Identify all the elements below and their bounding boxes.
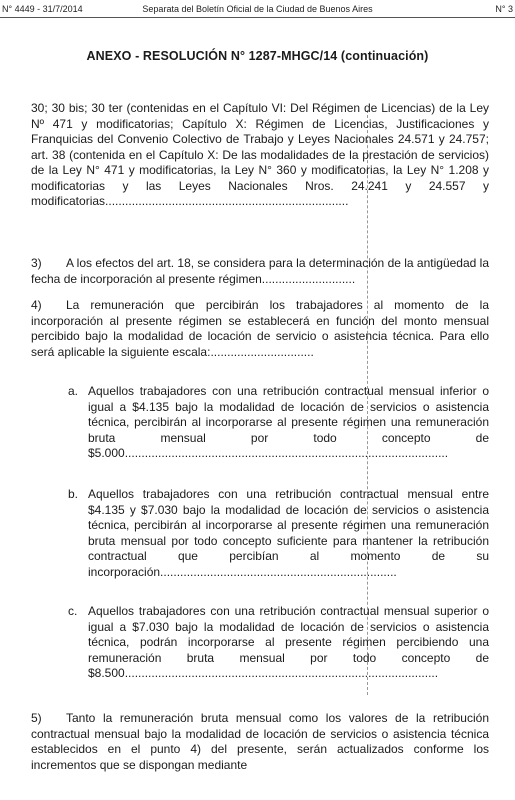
scale-item-c-text: Aquellos trabajadores con una retribución contractual mensual superior o igual a $7.030 bajo la modalidad de locación de servicios o asistencia técnica, podrán incorporarse al presente régimen percibiendo una remuneración bruta mensual por todo concepto de $8.500.............................................................................................. bbox=[88, 604, 489, 680]
annex-title: ANEXO - RESOLUCIÓN N° 1287-MHGC/14 (continuación) bbox=[86, 49, 429, 63]
scale-item-a bbox=[68, 384, 489, 462]
item-label-b: b. bbox=[68, 487, 79, 501]
paragraph-4 bbox=[31, 298, 489, 360]
scale-item-b-text: Aquellos trabajadores con una retribución contractual mensual entre $4.135 y $7.030 bajo la modalidad de locación de servicios o asistencia técnica, percibirán al incorporarse al presente régimen una remuneración bruta mensual por todo concepto suficiente para mantener la retribución contractual que percibían al momento de su incorporación....................................................................... bbox=[88, 487, 489, 579]
publication-name: Separata del Boletín Oficial de la Ciudad de Buenos Aires bbox=[142, 4, 373, 14]
page-header bbox=[0, 3, 515, 18]
issue-number-date: N° 4449 - 31/7/2014 bbox=[2, 4, 83, 14]
paragraph-3 bbox=[31, 256, 489, 287]
item-label-c: c. bbox=[68, 604, 78, 618]
item-number-4: 4) bbox=[31, 298, 42, 312]
scale-item-c bbox=[68, 604, 489, 682]
item-number-5: 5) bbox=[31, 711, 42, 725]
paragraph-5 bbox=[31, 711, 489, 773]
page-number: N° 3 bbox=[495, 4, 513, 14]
paragraph-5-text: Tanto la remuneración bruta mensual como los valores de la retribución contractual mensual bajo la modalidad de locación de servicios o asistencia técnica establecidos en el punto 4) del presente, serán actualizados conforme los incrementos que se dispongan mediante bbox=[31, 711, 489, 772]
item-label-a: a. bbox=[68, 384, 79, 398]
scale-item-b bbox=[68, 487, 489, 580]
item-number-3: 3) bbox=[31, 256, 42, 270]
paragraph-3-text: A los efectos del art. 18, se considera para la determinación de la antigüedad la fecha de incorporación al presente régimen............................ bbox=[31, 256, 489, 286]
scale-item-a-text: Aquellos trabajadores con una retribución contractual mensual inferior o igual a $4.135 bajo la modalidad de locación de servicios o asistencia técnica, percibirán al incorporarse al presente régimen una remuneración bruta mensual por todo concepto de $5.000................................................................................................. bbox=[88, 384, 489, 460]
paragraph-3-continuation: 30; 30 bis; 30 ter (contenidas en el Capítulo VI: Del Régimen de Licencias) de la Ley Nº 471 y modificatorias; Capítulo X: Régimen de Licencias, Justificaciones y Franquicias del Convenio Colectivo de Trabajo y Leyes Nacionales 24.571 y 24.757; art. 38 (contenida en el Capítulo X: De las modalidades de la prestación de servicios) de la Ley N° 471 y modificatorias, la Ley N° 360 y modificatorias, la Ley N° 1.208 y modificatorias y las Leyes Nacionales Nros. 24.241 y 24.557 y modificatorias......................................................................... bbox=[31, 101, 489, 208]
paragraph-4-text: La remuneración que percibirán los trabajadores al momento de la incorporación al presente régimen se establecerá en función del monto mensual percibido bajo la modalidad de locación de servicio o asistencia técnica. Para ello será aplicable la siguiente escala:............................... bbox=[31, 298, 489, 359]
